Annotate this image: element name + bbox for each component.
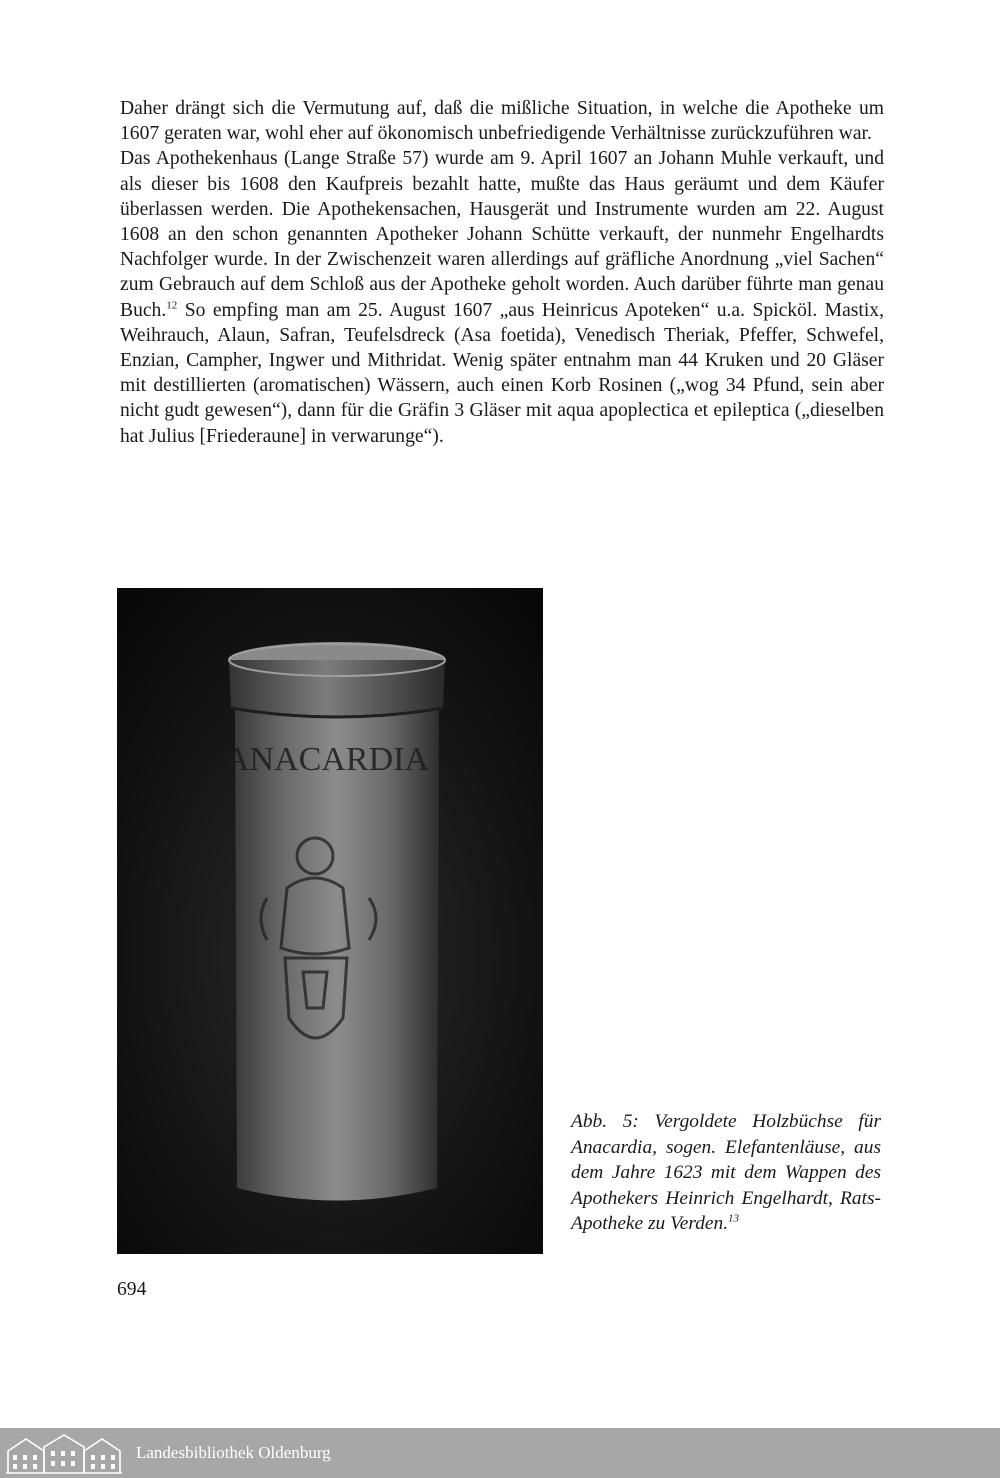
body-text: [120, 96, 884, 449]
paragraph-2: [120, 146, 884, 448]
footnote-ref-12[interactable]: 12: [166, 299, 178, 312]
footer-bar: [0, 1428, 1000, 1478]
paragraph-1: Daher drängt sich die Vermutung auf, daß die mißliche Situation, in welche die Apotheke um 1607 geraten war, wohl eher auf ökonomisch unbefriedigende Verhältnisse zurückzuführen war.: [120, 98, 884, 145]
caption-text: Abb. 5: Vergoldete Holzbüchse für Anacardia, sogen. Elefantenläuse, aus dem Jahre 1623 mit dem Wappen des Apothekers Heinrich Engelhardt, Rats-Apotheke zu Verden.: [571, 1111, 881, 1235]
figure-caption: [571, 1109, 881, 1237]
paragraph-2-part-a: Das Apothekenhaus (Lange Straße 57) wurde am 9. April 1607 an Johann Muhle verkauft, und als dieser bis 1608 den Kaufpreis bezahlt hatte, mußte das Haus geräumt und dem Käufer überlassen werden. Die Apothekensachen, Hausgerät und Instrumente wurden am 22. August 1608 an den schon genannten Apotheker Johann Schütte verkauft, der nunmehr Engelhardts Nachfolger wurde. In der Zwischenzeit waren allerdings auf gräfliche Anordnung „viel Sachen“ zum Gebrauch auf dem Schloß aus der Apotheke geholt worden. Auch darüber führte man genau Buch.: [120, 148, 884, 321]
figure-photo: [117, 588, 543, 1254]
jar-image: [117, 588, 543, 1254]
library-name: Landesbibliothek Oldenburg: [136, 1443, 331, 1462]
page-number: 694: [117, 1279, 147, 1300]
paragraph-2-part-b: So empfing man am 25. August 1607 „aus Heinricus Apoteken“ u.a. Spicköl. Mastix, Weihrauch, Alaun, Safran, Teufelsdreck (Asa foetida), Venedisch Theriak, Pfeffer, Schwefel, Enzian, Campher, Ingwer und Mithridat. Wenig später entnahm man 44 Kruken und 20 Gläser mit destillierten (aromatischen) Wässern, auch einen Korb Rosinen („wog 34 Pfund, sein aber nicht gudt gewesen“), dann für die Gräfin 3 Gläser mit aqua apoplectica et epileptica („dieselben hat Julius [Friederaune] in verwarunge“).: [120, 299, 884, 447]
library-building-icon: [4, 1429, 124, 1477]
footnote-ref-13[interactable]: 13: [728, 1212, 740, 1225]
jar-label: ANACARDIA: [225, 741, 429, 778]
